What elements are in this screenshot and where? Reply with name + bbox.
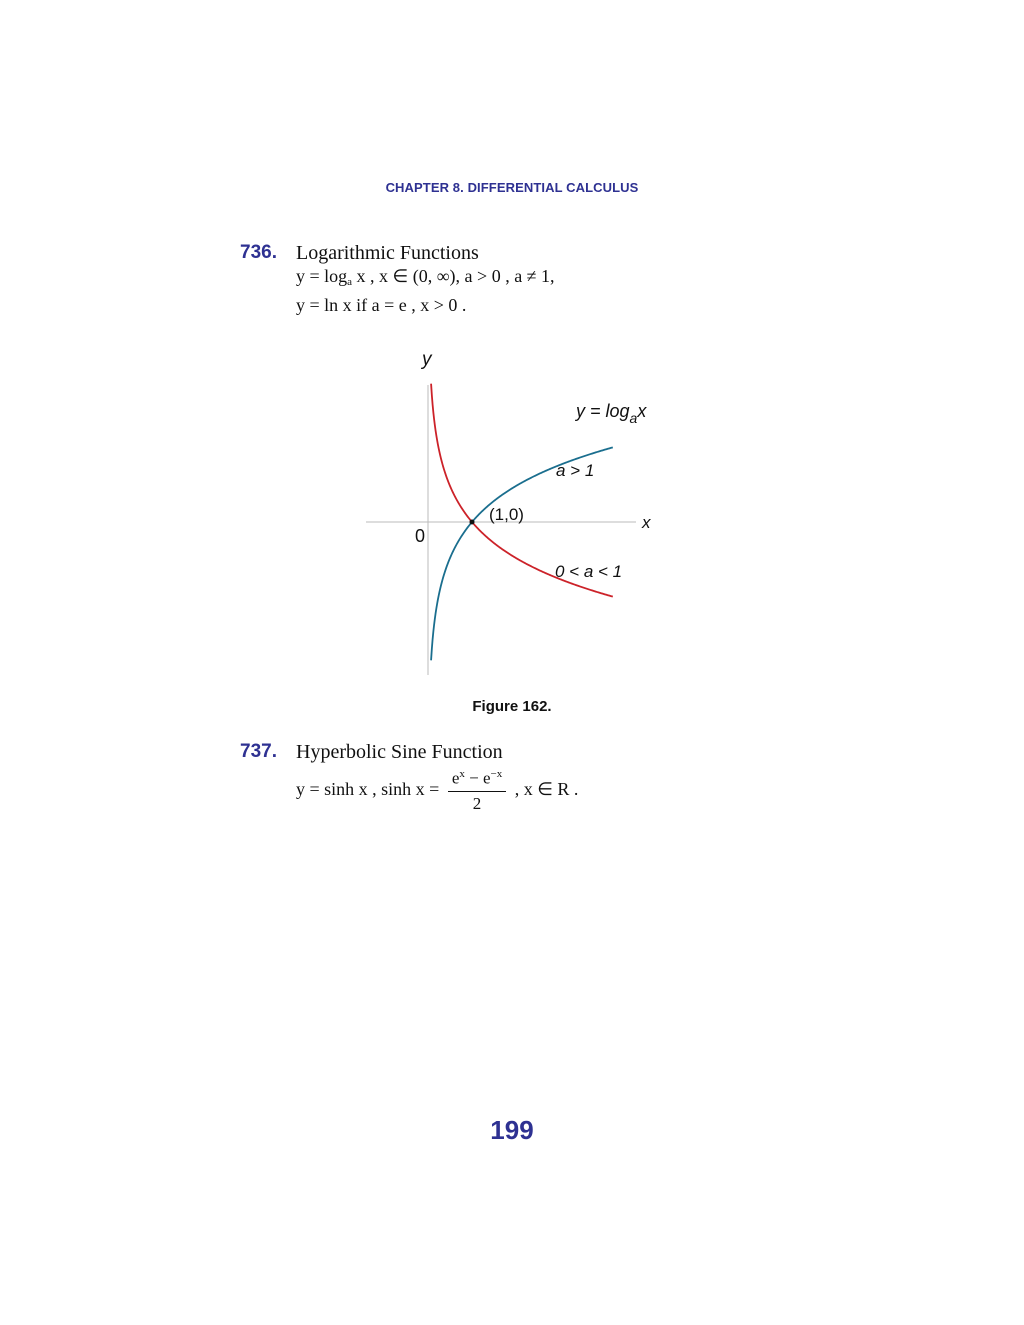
- point-label: (1,0): [489, 505, 524, 524]
- formula-sinh-definition: [296, 768, 578, 814]
- figure-caption: Figure 162.: [472, 698, 552, 715]
- item-title-hyperbolic-sine: Hyperbolic Sine Function: [296, 741, 503, 763]
- fraction-numerator: [448, 768, 506, 792]
- num-e1-exp: x: [459, 768, 465, 780]
- point-1-0: [470, 520, 475, 525]
- formula-sinh-fraction: [448, 768, 506, 814]
- curve-eq-post: x: [637, 401, 647, 421]
- item-number-737: 737.: [240, 741, 277, 762]
- formula-ln-definition: y = ln x if a = e , x > 0 .: [296, 295, 467, 315]
- curve-eq-pre: y = log: [576, 401, 630, 421]
- num-e1: e: [451, 768, 460, 788]
- x-axis-label: x: [642, 513, 651, 532]
- item-title-logarithmic: Logarithmic Functions: [296, 242, 479, 264]
- label-0-lt-a-lt-1: 0 < a < 1: [555, 562, 623, 581]
- formula-log-base: a: [347, 276, 353, 288]
- formula-log-rest: x , x ∈ (0, ∞), a > 0 , a ≠ 1,: [352, 266, 555, 286]
- fraction-denominator: 2: [472, 793, 482, 813]
- formula-log-definition: [296, 266, 555, 288]
- log-function-graph: [350, 340, 680, 680]
- formula-sinh-left: y = sinh x , sinh x =: [296, 778, 440, 799]
- page-number: 199: [490, 1115, 534, 1145]
- curve-equation-label: [574, 401, 647, 426]
- y-axis-label: y: [422, 349, 432, 370]
- curve-eq-sub: a: [629, 410, 638, 426]
- label-a-gt-1: a > 1: [556, 461, 595, 480]
- item-number-736: 736.: [240, 242, 277, 263]
- formula-sinh-right: , x ∈ R .: [514, 778, 579, 799]
- num-e2-exp: −x: [490, 768, 503, 780]
- origin-label: 0: [415, 526, 426, 546]
- formula-log-y: y = log: [296, 266, 348, 286]
- chapter-header: CHAPTER 8. DIFFERENTIAL CALCULUS: [385, 180, 639, 195]
- num-minus-e2: − e: [464, 768, 491, 788]
